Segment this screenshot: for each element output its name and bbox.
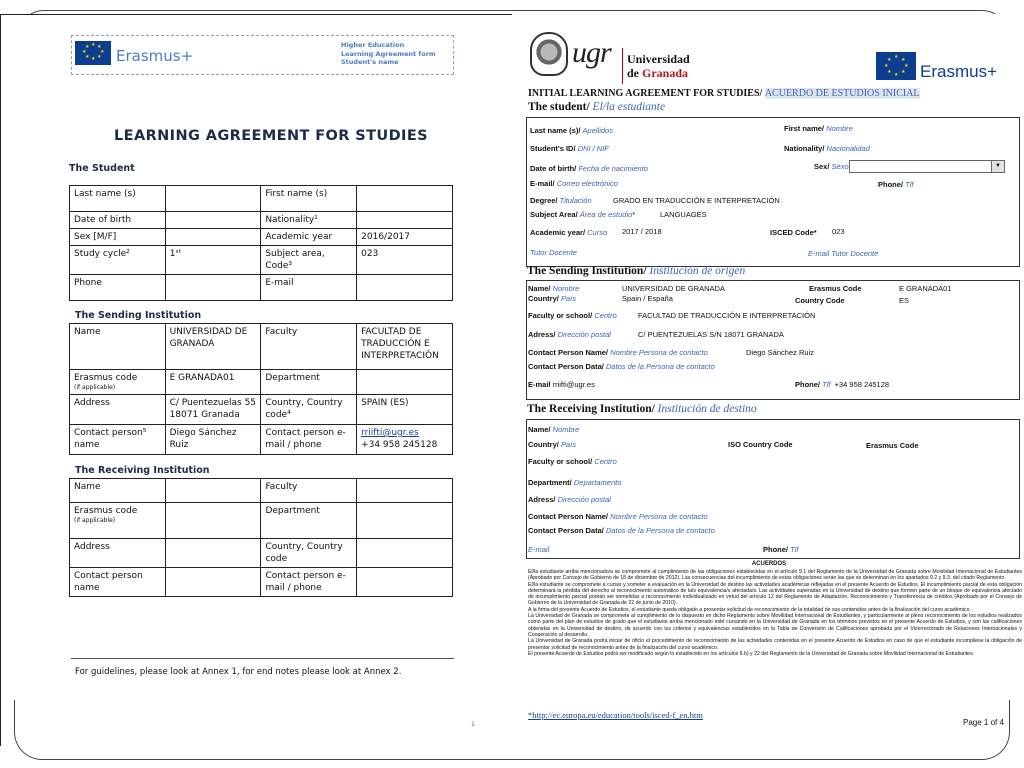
label: Phone/ <box>795 380 821 389</box>
acuerdo-paragraph: La Universidad de Granada podrá iniciar de oficio el procedimiento de reconocimiento de las actividades contenidas en el presente Acuerdo de Estudios en caso de que el estudiante incumpliese la obligación de presentar solicitud de reconocimiento antes de la finalización del curso académico. <box>528 638 1022 651</box>
label-name: Name <box>70 324 166 370</box>
label-address: Address <box>70 539 166 568</box>
academic-year-value[interactable]: 2017 / 2018 <box>622 227 662 236</box>
label-phone: Phone <box>70 275 166 301</box>
value-study-cycle[interactable]: 1ˢᵗ <box>165 246 261 275</box>
logo-divider <box>622 48 623 84</box>
label: Faculty or school/ <box>528 457 593 466</box>
field-student-id <box>530 144 609 153</box>
label-faculty: Faculty <box>261 479 357 503</box>
header-info <box>341 41 451 67</box>
isced-link[interactable]: *http://ec.europa.eu/education/tools/isced-f_en.htm <box>528 710 703 720</box>
student-heading <box>528 101 665 113</box>
sending-name-value[interactable]: UNIVERSIDAD DE GRANADA <box>622 284 725 293</box>
label: Erasmus Code <box>866 441 919 450</box>
value-address[interactable]: C/ Puentezuelas 55 18071 Granada <box>165 395 261 425</box>
label-es: Centro <box>594 457 617 466</box>
erasmus-code-text: Erasmus code <box>74 373 138 383</box>
field-tutor <box>530 248 577 257</box>
sending-address-value[interactable]: C/ PUENTEZUELAS S/N 18071 GRANADA <box>638 330 784 339</box>
value-name[interactable]: UNIVERSIDAD DE GRANADA <box>165 324 261 370</box>
field-academic-year <box>530 228 607 237</box>
label: Contact Person Name/ <box>528 512 609 521</box>
isced-value[interactable]: 023 <box>832 227 845 236</box>
label-es: Tlf <box>790 545 799 554</box>
field-receiving-phone <box>763 545 798 554</box>
eu-flag-icon: ★ ★ ★ ★ ★ ★ ★ ★ <box>876 52 916 80</box>
field-tutor-email <box>808 249 878 258</box>
field-sending-contact-data <box>528 362 715 371</box>
heading-es: Institución de origen <box>649 265 746 277</box>
label: Faculty or school/ <box>528 311 593 320</box>
sending-box <box>526 280 1020 400</box>
page-title: LEARNING AGREEMENT FOR STUDIES <box>114 128 428 144</box>
value-first-name[interactable] <box>357 186 453 212</box>
label-dob: Date of birth <box>70 212 166 229</box>
field-receiving-faculty <box>528 457 617 466</box>
label-es: Tlf <box>822 380 831 389</box>
field-phone <box>878 180 913 189</box>
label-country: Country, Country code <box>261 539 357 568</box>
label: Degree/ <box>530 196 558 205</box>
label: Last name (s)/ <box>530 126 581 135</box>
value-nationality[interactable] <box>357 212 453 229</box>
value-contact-email[interactable] <box>357 425 453 455</box>
label: Adress/ <box>528 495 556 504</box>
label: Country Code <box>795 296 845 305</box>
label: Erasmus Code <box>809 284 862 293</box>
label: Country/ <box>528 294 559 303</box>
label: ISO Country Code <box>728 440 793 449</box>
label: Contact Person Data/ <box>528 526 604 535</box>
if-applicable-note: (if applicable) <box>74 517 116 524</box>
field-first-name <box>784 124 853 133</box>
label-faculty: Faculty <box>261 324 357 370</box>
sex-select[interactable] <box>849 160 1005 173</box>
sending-heading <box>527 265 745 277</box>
label: Student's ID/ <box>530 144 576 153</box>
subject-area-value[interactable]: LANGUAGES <box>660 210 707 219</box>
label-es: DNI / NIF <box>577 144 609 153</box>
value-faculty[interactable]: FACULTAD DE TRADUCCIÓN E INTERPRETACIÓN <box>357 324 453 370</box>
label: Name/ <box>528 425 551 434</box>
label-contact: Contact person⁵ name <box>70 425 166 455</box>
sending-table <box>69 323 453 455</box>
field-sending-country-code <box>795 296 845 305</box>
label-es: Apellidos <box>582 126 613 135</box>
receiving-heading <box>527 403 757 415</box>
heading-en: The Sending Institution/ <box>527 265 647 277</box>
value-phone[interactable] <box>165 275 261 301</box>
eu-flag-icon: ★ ★ ★ ★ ★ ★ ★ ★ <box>75 41 111 65</box>
label: Department/ <box>528 478 572 487</box>
label-es: Sexo <box>831 162 849 171</box>
value-contact[interactable]: Diego Sánchez Ruiz <box>165 425 261 455</box>
label-es: País <box>560 440 576 449</box>
label-es: Nacionalidad <box>826 144 870 153</box>
label: First name/ <box>784 124 825 133</box>
label-es: Departamento <box>573 478 622 487</box>
label-es: Dirección postal <box>557 330 611 339</box>
field-sending-faculty <box>528 311 617 320</box>
label: E-mail <box>528 380 551 389</box>
value-subject-area[interactable]: 023 <box>357 246 453 275</box>
page-indicator: Page 1 of 4 <box>963 718 1004 727</box>
field-isced <box>770 228 817 237</box>
agreement-title <box>528 88 920 99</box>
contact-email-link[interactable]: rriifti@ugr.es <box>361 428 419 438</box>
field-dob <box>530 164 648 173</box>
sending-faculty-value[interactable]: FACULTAD DE TRADUCCIÓN E INTERPRETACIÓN <box>638 311 816 320</box>
field-sex <box>814 162 849 171</box>
label: Contact Person Data/ <box>528 362 604 371</box>
label-study-cycle: Study cycle² <box>70 246 166 275</box>
field-sending-address <box>528 330 611 339</box>
label: Adress/ <box>528 330 556 339</box>
label-es: Datos de la Persona de contacto <box>605 362 715 371</box>
field-receiving-contact <box>528 512 708 521</box>
label-es: Tutor Docente <box>530 248 577 257</box>
field-last-name <box>530 126 613 135</box>
field-receiving-email <box>528 545 549 554</box>
value-contact[interactable] <box>165 568 261 597</box>
erasmus-code-text: Erasmus code <box>74 506 138 516</box>
label-es: Área de estudio <box>579 210 633 219</box>
value-email[interactable] <box>357 275 453 301</box>
erasmus-logo: Erasmus+ <box>116 47 194 65</box>
value-department[interactable] <box>357 370 453 395</box>
university-name-line: Universidad <box>627 52 690 66</box>
acuerdo-paragraph: La Universidad de Granada se compromete al cumplimiento de lo dispuesto en dicho Reglamento sobre Movilidad Internacional de Estudiantes, y particularmente al pleno reconocimiento de los estudios realizados como parte del plan de estudios de grado que el estudiante arriba mencionado esté cursando en la Universidad de Granada en los términos previstos en el presente Acuerdo de Estudios, y con las calificaciones obtenidas en la Universidad de destino, de acuerdo con los criterios y equivalencias establecidos en la Tabla de Conversión de Calificaciones aprobada por el Vicerrectorado de Relaciones Internacionales y Cooperación al desarrollo. <box>528 613 1022 638</box>
label: ISCED Code* <box>770 228 817 237</box>
university-name-city: Granada <box>642 66 689 80</box>
sending-contact-value[interactable]: Diego Sánchez Ruiz <box>746 348 814 357</box>
label-es: Nombre <box>826 124 853 133</box>
label-es: E-mail Tutor Docente <box>808 249 879 258</box>
university-name-de: de <box>627 66 639 80</box>
acuerdo-paragraph: El/la estudiante arriba mencionado/a se compromete al cumplimiento de las obligaciones establecidas en el artículo 9.1 del Reglamento de la Universidad de Granada sobre Movilidad Internacional de Estudiantes (Aprobado por Consejo de Gobierno de 18 de diciembre de 2012). Las consecuencias del incumplimiento de estas obligaciones serán las que se determinan en los apartados 9.2 y 9.3. del citado Reglamento. <box>528 569 1022 582</box>
label-es: Nombre <box>552 425 580 434</box>
label: Contact Person Name/ <box>528 348 609 357</box>
field-receiving-address <box>528 495 611 504</box>
label-es: Nombre Persona de contacto <box>610 348 708 357</box>
value-country[interactable]: SPAIN (ES) <box>357 395 453 425</box>
footer-divider <box>71 658 454 659</box>
header-line: Higher Education <box>341 41 405 49</box>
field-receiving-country <box>528 440 576 449</box>
footer-note: For guidelines, please look at Annex 1, for end notes please look at Annex 2. <box>75 667 402 677</box>
value-dob[interactable] <box>165 212 261 229</box>
label: Country/ <box>528 440 559 449</box>
label-contact-email: Contact person e-mail / phone <box>261 425 357 455</box>
field-receiving-name <box>528 425 579 434</box>
student-box <box>526 117 1020 267</box>
field-subject-area: Subject Area/ Área de estudio* <box>530 210 636 219</box>
acuerdo-paragraph: El presente Acuerdo de Estudios podrá ser modificado según lo establecido en los artículos 8.b) y 22 del Reglamento de la Universidad de Granada sobre Movilidad Internacional de Estudiantes. <box>528 650 975 657</box>
field-sending-contact <box>528 348 708 357</box>
agreement-title-en: INITIAL LEARNING AGREEMENT FOR STUDIES/ <box>528 88 763 99</box>
field-degree <box>530 196 592 205</box>
value-department[interactable] <box>357 503 453 539</box>
label-es: Centro <box>594 311 617 320</box>
value-contact-email[interactable] <box>357 568 453 597</box>
label-es: E-mail <box>528 545 550 554</box>
label-es: Datos de la Persona de contacto <box>605 526 715 535</box>
field-receiving-contact-data <box>528 526 715 535</box>
label: Nationality/ <box>784 144 825 153</box>
heading-en: The Receiving Institution/ <box>527 403 655 415</box>
label-es: Fecha de nacimiento <box>578 164 648 173</box>
label-contact-email: Contact person e-mail / phone <box>261 568 357 597</box>
label-department: Department <box>261 503 357 539</box>
label-es: Titulación <box>559 196 592 205</box>
learning-agreement-page <box>0 14 512 746</box>
label-name: Name <box>70 479 166 503</box>
agreement-title-es: ACUERDO DE ESTUDIOS INICIAL <box>764 88 920 99</box>
label-contact: Contact person name <box>70 568 166 597</box>
heading-es: Institución de destino <box>657 403 757 415</box>
label: Sex/ <box>814 162 830 171</box>
heading-en: The student/ <box>528 101 590 113</box>
slide-bottom <box>0 746 1024 768</box>
label: Phone/ <box>763 545 789 554</box>
value-name[interactable] <box>165 479 261 503</box>
sending-email-value[interactable]: rriifti@ugr.es <box>552 380 595 389</box>
label: Phone/ <box>878 180 904 189</box>
acuerdos-title: ACUERDOS <box>751 561 787 567</box>
field-receiving-iso <box>728 440 793 449</box>
label-address: Address <box>70 395 166 425</box>
field-sending-name <box>528 284 579 293</box>
value-erasmus-code[interactable]: E GRANADA01 <box>165 370 261 395</box>
value-address[interactable] <box>165 539 261 568</box>
label-nationality: Nationality¹ <box>261 212 357 229</box>
acuerdos-text <box>528 569 1022 657</box>
label-es: Nombre Persona de contacto <box>610 512 708 521</box>
label: Subject Area/ <box>530 210 578 219</box>
field-receiving-department <box>528 478 621 487</box>
label-last-name: Last name (s) <box>70 186 166 212</box>
sending-phone-value[interactable]: +34 958 245128 <box>834 380 890 389</box>
initial-agreement-page <box>514 14 1024 746</box>
value-erasmus-code[interactable] <box>165 503 261 539</box>
label-es: Tlf <box>905 180 914 189</box>
acuerdo-paragraph: El/la estudiante se compromete a cursar y someter a evaluación en la Universidad de destino las actividades académicas reflejadas en el presente Acuerdo de Estudios. El incumplimiento parcial de esta obligación determinará la pérdida del derecho al reconocimiento automático de la/s equivalencia/s afectada/s. Las actividades superadas en la Universidad de destino que formen parte de un bloque de equivalencia afectado de incumplimiento parcial podrán ser sometidas a reconocimiento individualizado en virtud del artículo 12 del Reglamento de Adaptación, Reconocimiento y Transferencia de créditos (Aprobado por el Consejo de Gobierno de la Universidad de Granada de 22 de junio de 2010). <box>528 581 1022 607</box>
label-academic-year: Academic year <box>261 229 357 246</box>
label: Name/ <box>528 284 551 293</box>
label-es: Curso <box>587 228 608 237</box>
university-crest-icon <box>530 32 568 76</box>
sending-country-code-value[interactable]: ES <box>899 296 910 305</box>
university-name <box>627 52 690 80</box>
contact-phone: +34 958 245128 <box>361 440 438 450</box>
label-erasmus-code <box>70 503 166 539</box>
erasmus-logo: Erasmus+ <box>920 62 997 81</box>
sending-erasmus-value[interactable]: E GRANADA01 <box>899 284 952 293</box>
label: Academic year/ <box>530 228 586 237</box>
label-country: Country, Country code⁴ <box>261 395 357 425</box>
label-es: Correo electrónico <box>556 179 618 188</box>
if-applicable-note: (if applicable) <box>74 384 116 391</box>
sending-country-value[interactable]: Spain / España <box>622 294 673 303</box>
header-line: Learning Agreement form <box>341 49 436 58</box>
label-first-name: First name (s) <box>261 186 357 212</box>
label-department: Department <box>261 370 357 395</box>
label: E-mail/ <box>530 179 555 188</box>
value-last-name[interactable] <box>165 186 261 212</box>
label-es: Dirección postal <box>557 495 611 504</box>
label-sex: Sex [M/F] <box>70 229 166 246</box>
header-line: Student's name <box>341 58 399 66</box>
field-sending-phone <box>795 380 889 389</box>
sending-heading: The Sending Institution <box>75 310 202 321</box>
field-sending-email <box>528 380 595 389</box>
value-country[interactable] <box>357 539 453 568</box>
value-faculty[interactable] <box>357 479 453 503</box>
student-heading: The Student <box>69 163 135 174</box>
receiving-table <box>69 478 453 597</box>
field-nationality <box>784 144 870 153</box>
field-email <box>530 179 618 188</box>
label-erasmus-code <box>70 370 166 395</box>
degree-value[interactable]: GRADO EN TRADUCCIÓN E INTERPRETACIÓN <box>613 196 780 205</box>
field-sending-country <box>528 294 576 303</box>
label-es: País <box>560 294 576 303</box>
acuerdo-paragraph: A la firma del presente Acuerdo de Estudios, el estudiante queda obligado a presentar solicitud de reconocimiento de la totalidad de sus contenidos antes de la finalización del curso académico. <box>528 606 971 613</box>
value-sex[interactable] <box>165 229 261 246</box>
ugr-logo: ugr <box>572 36 611 69</box>
heading-es: El/la estudiante <box>592 101 666 113</box>
page-number: 1 <box>471 721 475 728</box>
field-sending-erasmus <box>809 284 862 293</box>
label-subject-area: Subject area, Code³ <box>261 246 357 275</box>
chevron-down-icon[interactable]: ▼ <box>991 161 1004 172</box>
label: Date of birth/ <box>530 164 577 173</box>
field-receiving-erasmus <box>866 441 919 450</box>
label-email: E-mail <box>261 275 357 301</box>
value-academic-year[interactable]: 2016/2017 <box>357 229 453 246</box>
student-table <box>69 185 453 301</box>
receiving-heading: The Receiving Institution <box>75 465 210 476</box>
label-es: Nombre <box>552 284 580 293</box>
